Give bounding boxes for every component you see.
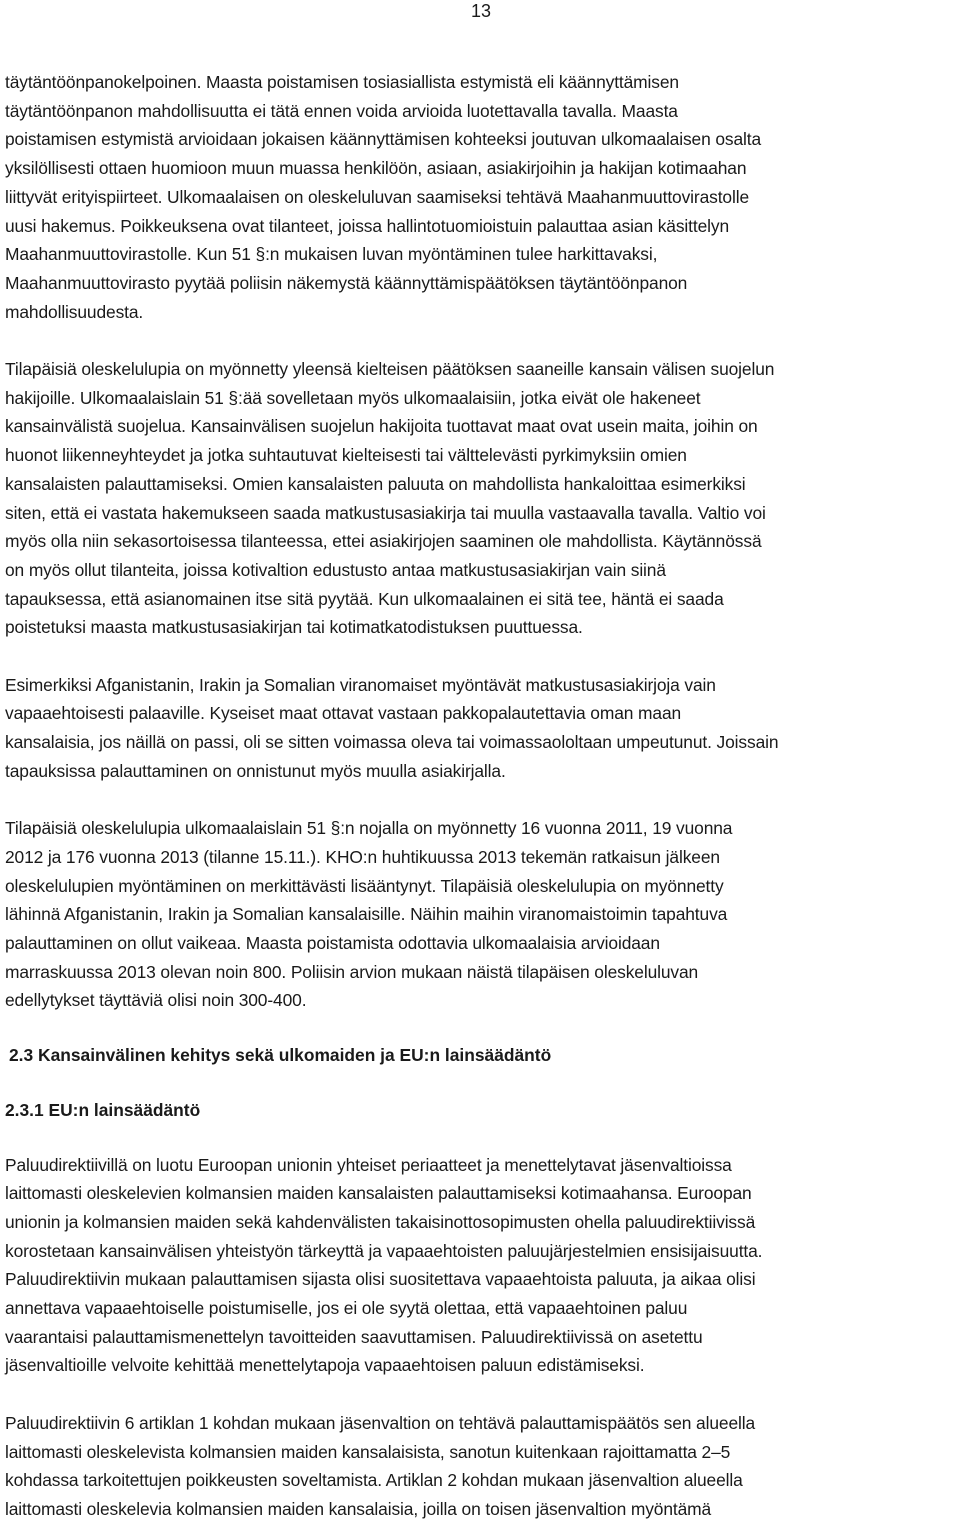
section-heading-2-3-1: 2.3.1 EU:n lainsäädäntö <box>5 1099 201 1120</box>
paragraph-return-directive: Paluudirektiivillä on luotu Euroopan unionin yhteiset periaatteet ja menettelytavat jäsenvaltioissa laittomasti oleskelevien kolmansien maiden kansalaisten palauttamiseksi kotimaahansa. Euroopan unionin ja kolmansien maiden sekä kahdenvälisten takaisinottosopimusten ohella paluudirektiivissä korostetaan kansainvälisen yhteistyön tärkeyttä ja vapaaehtoisten paluujärjestelmien ensisijaisuutta. Paluudirektiivin mukaan palauttamisen sijasta olisi suositettava vapaaehtoista paluuta, ja aikaa olisi annettava vapaaehtoiselle poistumiselle, jos ei ole syytä olettaa, että vapaaehtoinen paluu vaarantaisi palauttamismenettelyn tavoitteiden saavuttamisen. Paluudirektiivissä on asetettu jäsenvaltioille velvoite kehittää menettelytapoja vapaaehtoisen paluun edistämiseksi. <box>5 1154 763 1376</box>
paragraph-article-6: Paluudirektiivin 6 artiklan 1 kohdan mukaan jäsenvaltion on tehtävä palauttamispäätös sen alueella laittomasti oleskelevista kolmansien maiden kansalaisista, sanotun kuitenkaan rajoittamatta 2–5 kohdassa tarkoitettujen poikkeusten soveltamista. Artiklan 2 kohdan mukaan jäsenvaltion alueella laittomasti oleskelevia kolmansien maiden kansalaisia, joilla on toisen jäsenvaltion myöntämä <box>5 1412 756 1519</box>
section-heading-2-3: 2.3 Kansainvälinen kehitys sekä ulkomaiden ja EU:n lainsäädäntö <box>9 1045 552 1066</box>
page-number: 13 <box>470 1 492 21</box>
paragraph-temporary-permits: Tilapäisiä oleskelulupia on myönnetty yleensä kielteisen päätöksen saaneille kansain välisen suojelun hakijoille. Ulkomaalaislain 51 §:ää sovelletaan myös ulkomaalaisiin, jotka eivät ole hakeneet kansainvälistä suojelua. Kansainvälisen suojelun hakijoita tuottavat maat ovat usein maita, joihin on huonot liikenneyhteydet ja jotka suhtautuvat kielteisesti tai välttelevästi pyrkimyksiin omien kansalaisten palauttamiseksi. Omien kansalaisten paluuta on mahdollista hankaloittaa esimerkiksi siten, että ei vastata hakemukseen saada matkustusasiakirja tai muulla vastaavalla tavalla. Valtio voi myös olla niin sekasortoisessa tilanteessa, ettei asiakirjojen saaminen ole mahdollista. Käytännössä on myös ollut tilanteita, joissa kotivaltion edustusto antaa matkustusasiakirjan vain siinä tapauksessa, että asianomainen itse sitä pyytää. Kun ulkomaalainen ei sitä tee, häntä ei saada poistetuksi maasta matkustusasiakirjan tai kotimatkatodistuksen puuttuessa. <box>5 359 775 638</box>
paragraph-removal-obstacles: täytäntöönpanokelpoinen. Maasta poistamisen tosiasiallista estymistä eli käännyttämisen täytäntöönpanon mahdollisuutta ei tätä ennen voida arvioida luotettavalla tavalla. Maasta poistamisen estymistä arvioidaan jokaisen käännyttämisen kohteeksi joutuvan ulkomaalaisen osalta yksilöllisesti ottaen huomioon muun muassa henkilöön, asiaan, asiakirjoihin ja hakijan kotimaahan liittyvät erityispiirteet. Ulkomaalaisen on oleskeluluvan saamiseksi tehtävä Maahanmuuttovirastolle uusi hakemus. Poikkeuksena ovat tilanteet, joissa hallintotuomioistuin palauttaa asian käsittelyn Maahanmuuttovirastolle. Kun 51 §:n mukaisen luvan myöntäminen tulee harkittavaksi, Maahanmuuttovirasto pyytää poliisin näkemystä käännyttämispäätöksen täytäntöönpanon mahdollisuudesta. <box>5 72 762 322</box>
document-body <box>5 68 957 1522</box>
paragraph-travel-documents: Esimerkiksi Afganistanin, Irakin ja Somalian viranomaiset myöntävät matkustusasiakirjoja vain vapaaehtoisesti palaaville. Kyseiset maat ottavat vastaan pakkopalautettavia oman maan kansalaisia, jos näillä on passi, oli se sitten voimassa oleva tai voimassaololtaan umpeutunut. Joissain tapauksissa palauttaminen on onnistunut myös muulla asiakirjalla. <box>5 674 779 781</box>
paragraph-permit-statistics: Tilapäisiä oleskelulupia ulkomaalaislain 51 §:n nojalla on myönnetty 16 vuonna 2011, 19 vuonna 2012 ja 176 vuonna 2013 (tilanne 15.11.). KHO:n huhtikuussa 2013 tekemän ratkaisun jälkeen oleskelulupien myöntäminen on merkittävästi lisääntynyt. Tilapäisiä oleskelulupia on myönnetty lähinnä Afganistanin, Irakin ja Somalian kansalaisille. Näihin maihin viranomaistoimin tapahtuva palauttaminen on ollut vaikeaa. Maasta poistamista odottavia ulkomaalaisia arvioidaan marraskuussa 2013 olevan noin 800. Poliisin arvion mukaan näistä tilapäisen oleskeluluvan edellytykset täyttäviä olisi noin 300-400. <box>5 818 733 1011</box>
